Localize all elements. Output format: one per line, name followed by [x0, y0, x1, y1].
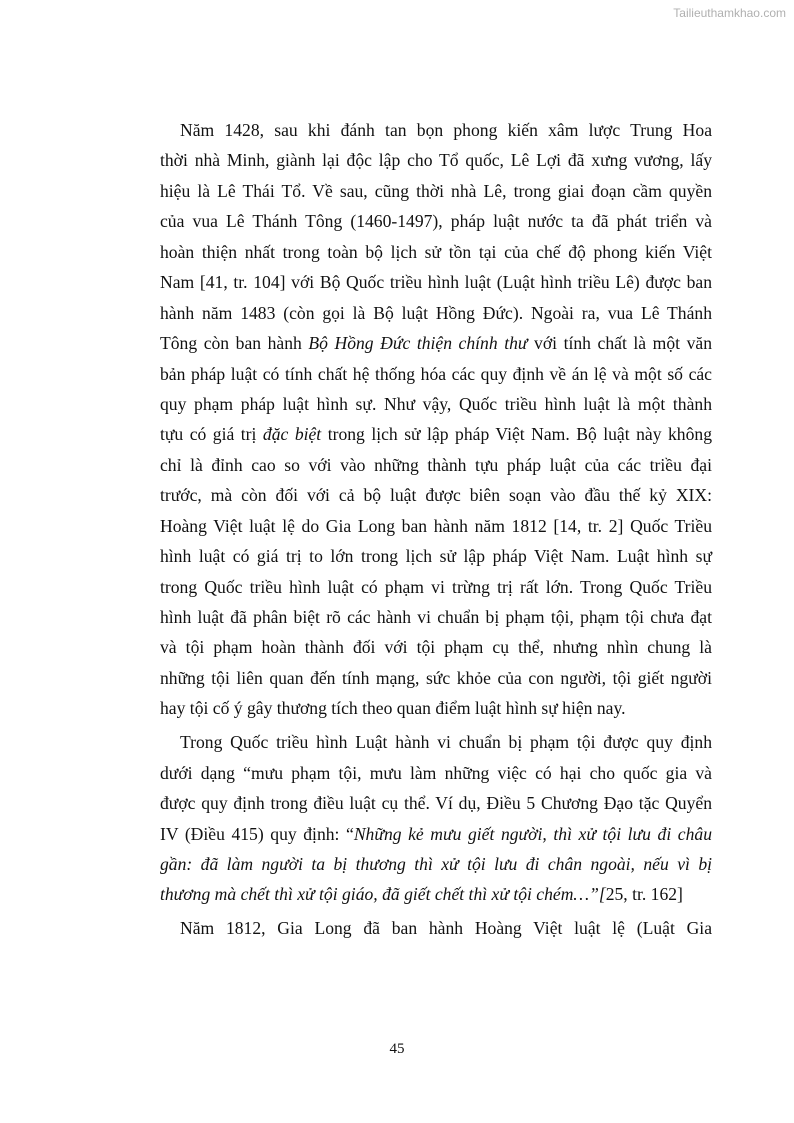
text-run: trước, mà còn đối với cả bộ luật được biên soạn vào đầu thế kỷ XIX:: [160, 485, 712, 506]
text-run: hành năm 1483 (còn gọi là Bộ luật Hồng Đức). Ngoài ra, vua Lê Thánh: [160, 302, 712, 323]
paragraph: [160, 727, 712, 910]
text-run: Năm 1812, Gia Long đã ban hành Hoàng Việt luật lệ (Luật Gia: [180, 918, 712, 939]
text-line: [160, 602, 712, 632]
text-run: của vua Lê Thánh Tông (1460-1497), pháp luật nước ta đã phát triển và: [160, 211, 712, 232]
text-line: [160, 632, 712, 662]
text-run: Năm 1428, sau khi đánh tan bọn phong kiến xâm lược Trung Hoa: [180, 120, 712, 140]
italic-text: gần: đã làm người ta bị thương thì xử tội lưu đi chân ngoài, nếu vì bị: [160, 854, 712, 874]
italic-text: thương mà chết thì xử tội giáo, đã giết chết thì xử tội chém…”[: [160, 884, 606, 905]
text-run: bản pháp luật có tính chất hệ thống hóa các quy định về án lệ và một số các: [160, 363, 712, 384]
text-run: hay tội cố ý gây thương tích theo quan điểm luật hình sự hiện nay.: [160, 698, 626, 719]
text-line: [160, 298, 712, 328]
text-line: [160, 879, 712, 909]
text-run: IV (Điều 415) quy định: “: [160, 823, 354, 844]
text-line: [160, 328, 712, 358]
text-line: [160, 115, 712, 145]
text-run: dưới dạng “mưu phạm tội, mưu làm những việc có hại cho quốc gia và: [160, 762, 712, 783]
text-line: [160, 267, 712, 297]
text-line: [160, 359, 712, 389]
text-line: [160, 788, 712, 818]
text-line: [160, 727, 712, 757]
text-run: 25, tr. 162]: [605, 884, 683, 905]
text-line: [160, 693, 712, 723]
paragraph: [160, 913, 712, 943]
text-line: [160, 206, 712, 236]
text-run: Nam [41, tr. 104] với Bộ Quốc triều hình luật (Luật hình triều Lê) được ban: [160, 272, 712, 293]
text-line: [160, 913, 712, 943]
text-run: hình luật có giá trị to lớn trong lịch sử lập pháp Việt Nam. Luật hình sự: [160, 546, 712, 567]
text-run: tựu có giá trị: [160, 424, 263, 445]
italic-text: đặc biệt: [262, 424, 322, 445]
text-line: [160, 419, 712, 449]
text-run: hoàn thiện nhất trong toàn bộ lịch sử tồn tại của chế độ phong kiến Việt: [160, 241, 712, 262]
text-line: [160, 450, 712, 480]
text-line: [160, 849, 712, 879]
text-run: hiệu là Lê Thái Tổ. Về sau, cũng thời nhà Lê, trong giai đoạn cầm quyền: [160, 180, 712, 201]
page-number: 45: [389, 1041, 405, 1057]
document-body: [160, 115, 712, 944]
text-run: hình luật đã phân biệt rõ các hành vi chuẩn bị phạm tội, phạm tội chưa đạt: [160, 607, 712, 627]
text-run: những tội liên quan đến tính mạng, sức khỏe của con người, tội giết người: [160, 667, 712, 688]
text-run: quy phạm pháp luật hình sự. Như vậy, Quốc triều hình luật là một thành: [160, 393, 712, 414]
italic-text: Những kẻ mưu giết người, thì xử tội lưu đi châu: [353, 823, 712, 844]
text-line: [160, 389, 712, 419]
text-run: Hoàng Việt luật lệ do Gia Long ban hành năm 1812 [14, tr. 2] Quốc Triều: [160, 515, 712, 536]
text-run: được quy định trong điều luật cụ thể. Ví dụ, Điều 5 Chương Đạo tặc Quyển: [160, 793, 712, 814]
text-run: trong lịch sử lập pháp Việt Nam. Bộ luật này không: [321, 424, 712, 445]
text-line: [160, 237, 712, 267]
text-line: [160, 511, 712, 541]
watermark: Tailieuthamkhao.com: [673, 6, 786, 20]
text-line: [160, 480, 712, 510]
text-run: với tính chất là một văn: [527, 333, 712, 354]
italic-text: Bộ Hồng Đức thiện chính thư: [308, 333, 528, 354]
text-line: [160, 176, 712, 206]
text-run: Trong Quốc triều hình Luật hành vi chuẩn bị phạm tội được quy định: [180, 732, 712, 753]
text-line: [160, 145, 712, 175]
text-line: [160, 572, 712, 602]
text-line: [160, 758, 712, 788]
text-line: [160, 663, 712, 693]
text-run: chỉ là đỉnh cao so với vào những thành tựu pháp luật của các triều đại: [160, 454, 712, 475]
text-run: Tông còn ban hành: [160, 333, 309, 354]
paragraph: [160, 115, 712, 724]
text-line: [160, 541, 712, 571]
text-line: [160, 819, 712, 849]
text-run: trong Quốc triều hình luật có phạm vi trừng trị rất lớn. Trong Quốc Triều: [160, 576, 712, 597]
text-run: thời nhà Minh, giành lại độc lập cho Tổ quốc, Lê Lợi đã xưng vương, lấy: [160, 150, 712, 171]
text-run: và tội phạm hoàn thành đối với tội phạm cụ thể, nhưng nhìn chung là: [160, 637, 712, 658]
